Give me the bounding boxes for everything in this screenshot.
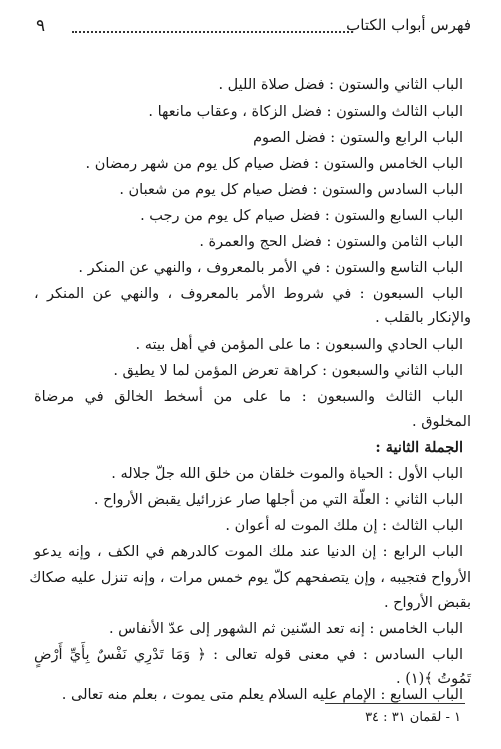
index-line: الباب الرابع والستون : فضل الصوم — [253, 130, 463, 146]
index-line: الباب السادس : في معنى قوله تعالى : ﴿ وَمَا تَدْرِي نَفْسٌ بِأَيِّ أَرْضٍ — [34, 647, 463, 663]
index-line: الباب السابع والستون : فضل صيام كل يوم من رجب . — [140, 208, 463, 224]
index-line: المخلوق . — [412, 414, 471, 430]
index-line: الباب السبعون : في شروط الأمر بالمعروف ، والنهي عن المنكر ، — [34, 286, 463, 302]
footnote: ١ - لقمان ٣١ : ٣٤ — [365, 710, 461, 725]
index-line: والإنكار بالقلب . — [375, 310, 471, 326]
page-number: ٩ — [36, 16, 46, 36]
footnote-divider — [325, 703, 465, 704]
page-header — [30, 16, 471, 42]
index-line: الباب السابع : الإمام عليه السلام يعلم متى يموت ، بعلم منه تعالى . — [61, 687, 463, 703]
index-line: الباب الثاني : العلّة التي من أجلها صار عزرائيل يقبض الأرواح . — [93, 492, 463, 508]
header-leader-dots — [72, 31, 353, 33]
index-line: تَمُوتُ ﴾(١) . — [395, 671, 471, 687]
index-line: الباب الحادي والسبعون : ما على المؤمن في أهل بيته . — [135, 337, 463, 353]
index-line: الباب الأول : الحياة والموت خلقان من خلق الله جلّ جلاله . — [111, 466, 463, 482]
index-line: الباب الثالث : إن ملك الموت له أعوان . — [225, 518, 463, 534]
header-title: فهرس أبواب الكتاب — [346, 16, 471, 34]
index-line: الباب الثاني والستون : فضل صلاة الليل . — [218, 77, 463, 93]
index-line: الباب التاسع والستون : في الأمر بالمعروف ، والنهي عن المنكر . — [78, 260, 463, 276]
index-line: الباب الرابع : إن الدنيا عند ملك الموت كالدرهم في الكف ، وإنه يدعو — [34, 544, 463, 560]
index-line: الباب السادس والستون : فضل صيام كل يوم من شعبان . — [119, 182, 463, 198]
index-line: الباب الثالث والسبعون : ما على من أسخط الخالق في مرضاة — [34, 389, 463, 405]
index-line: الباب الخامس : إنه تعد السّنين ثم الشهور إلى عدّ الأنفاس . — [108, 621, 463, 637]
index-line: الباب الثالث والستون : فضل الزكاة ، وعقاب مانعها . — [148, 104, 463, 120]
index-line: الباب الثامن والستون : فضل الحج والعمرة . — [199, 234, 463, 250]
index-line: الباب الخامس والستون : فضل صيام كل يوم من شهر رمضان . — [85, 156, 463, 172]
index-line: الأرواح فتجيبه ، وإن يتصفحهم كلّ يوم خمس مرات ، وإنه تنزل عليه صكاك — [29, 570, 471, 586]
section-heading: الجملة الثانية : — [375, 439, 463, 456]
index-line: بقبض الأرواح . — [383, 595, 471, 611]
index-line: الباب الثاني والسبعون : كراهة تعرض المؤمن لما لا يطيق . — [113, 363, 463, 379]
